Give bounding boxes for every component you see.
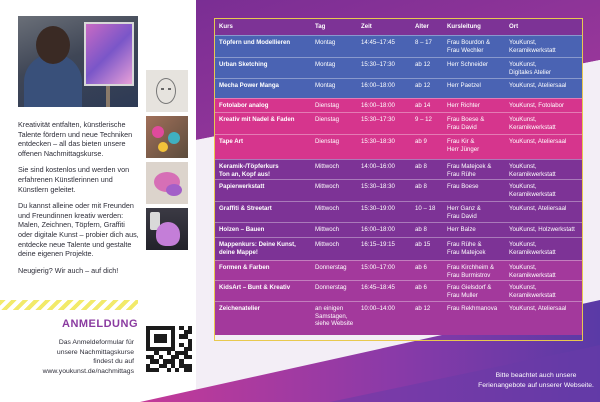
intro-paragraph-3: Du kannst alleine oder mit Freunden und Freundinnen kreativ werden: Malen, Zeichnen, Töpfern, Graffiti oder digitale Kunst – probier dich aus, entdecke neue Talente und gestalte deine eigenen Projekte. (18, 201, 139, 259)
anmeldung-title: ANMELDUNG (62, 318, 138, 330)
cell-ort: YouKunst, Keramikwerkstatt (509, 39, 556, 54)
cell-kursleitung: Herr Balze (447, 226, 476, 233)
cell-zeit: 15:30–19:00 (361, 205, 395, 212)
table-row (215, 179, 582, 201)
cell-alter: ab 8 (415, 163, 427, 170)
header-ort: Ort (509, 23, 519, 30)
cell-alter: ab 12 (415, 305, 431, 312)
header-kursleitung: Kursleitung (447, 23, 481, 30)
table-row (215, 57, 582, 78)
cell-kurs: Mappenkurs: Deine Kunst, deine Mappe! (219, 241, 296, 256)
cell-kurs: Urban Sketching (219, 61, 268, 68)
cell-zeit: 16:00–18:00 (361, 82, 395, 89)
cell-kurs: Papierwerkstatt (219, 183, 265, 190)
table-row (215, 112, 582, 134)
table-body (215, 35, 582, 335)
cell-kursleitung: Frau Gielsdorf & Frau Muller (447, 284, 492, 299)
cell-tag: Dienstag (315, 116, 340, 123)
thumb-graffiti (146, 208, 188, 250)
cell-kurs: Zeichenatelier (219, 305, 260, 312)
cell-alter: ab 9 (415, 138, 427, 145)
cell-zeit: 15:30–17:30 (361, 116, 395, 123)
intro-paragraph-4: Neugierig? Wir auch – auf dich! (18, 265, 119, 275)
cell-tag: Donnerstag (315, 264, 347, 271)
cell-ort: YouKunst, Keramikwerkstatt (509, 284, 556, 299)
canvas-shape (84, 22, 134, 86)
table-row (215, 35, 582, 57)
table-row (215, 222, 582, 237)
cell-tag: Mittwoch (315, 163, 340, 170)
cell-ort: YouKunst, Keramikwerkstatt (509, 116, 556, 131)
cell-kursleitung: Frau Bourdon & Frau Wechler (447, 39, 491, 54)
cell-kursleitung: Frau Rühe & Frau Matejcek (447, 241, 486, 256)
cell-tag: Dienstag (315, 102, 340, 109)
header-kurs: Kurs (219, 23, 233, 30)
cell-ort: YouKunst, Ateliersaal (509, 82, 567, 89)
note-line-2: Ferienangebote auf unserer Webseite. (478, 381, 594, 389)
table-row (215, 78, 582, 98)
cell-kurs: Fotolabor analog (219, 102, 269, 109)
cell-tag: Mittwoch (315, 226, 340, 233)
cell-kurs: Graffiti & Streetart (219, 205, 272, 212)
cell-kurs: Mecha Power Manga (219, 82, 279, 89)
cell-kursleitung: Frau Kirchheim & Frau Burmistrov (447, 264, 495, 279)
header-tag: Tag (315, 23, 326, 30)
anmeldung-url[interactable]: www.youkunst.de/nachmittags (42, 367, 134, 375)
cell-tag: Donnerstag (315, 284, 347, 291)
intro-text (18, 120, 140, 282)
cell-alter: ab 12 (415, 61, 431, 68)
main-photo (18, 16, 138, 107)
cell-zeit: 15:30–17:30 (361, 61, 395, 68)
cell-zeit: 10:00–14:00 (361, 305, 395, 312)
anmeldung-text (30, 338, 134, 376)
table-row (215, 201, 582, 222)
table-row (215, 237, 582, 260)
cell-kursleitung: Herr Richter (447, 102, 480, 109)
cell-kurs: Tape Art (219, 138, 244, 145)
table-row (215, 301, 582, 335)
cell-kurs: Keramik-/Töpferkurs Ton an, Kopf aus! (219, 163, 279, 178)
cell-alter: ab 14 (415, 102, 431, 109)
cell-zeit: 15:30–18:30 (361, 138, 395, 145)
cell-tag: Montag (315, 61, 336, 68)
thumb-sketch (146, 70, 188, 112)
cell-tag: Mittwoch (315, 205, 340, 212)
cell-tag: Dienstag (315, 138, 340, 145)
cell-ort: YouKunst, Fotolabor (509, 102, 564, 109)
table-header (215, 19, 582, 35)
cell-ort: YouKunst, Ateliersaal (509, 305, 567, 312)
anmeldung-line-1: Das Anmeldeformular für (58, 339, 134, 346)
table-row (215, 260, 582, 280)
intro-paragraph-2: Sie sind kostenlos und werden von erfahrenen Künstlerinnen und Künstlern geleitet. (18, 165, 130, 194)
cell-alter: 10 – 18 (415, 205, 436, 212)
table-row (215, 134, 582, 159)
cell-zeit: 16:45–18:45 (361, 284, 395, 291)
cell-ort: YouKunst, Digitales Atelier (509, 61, 551, 76)
cell-tag: an einigen Samstagen, siehe Website (315, 305, 354, 328)
cell-tag: Mittwoch (315, 183, 340, 190)
cell-alter: ab 8 (415, 226, 427, 233)
qr-code[interactable] (146, 326, 192, 372)
cell-zeit: 16:15–19:15 (361, 241, 395, 248)
anmeldung-line-3: findest du auf (93, 358, 134, 365)
cell-alter: ab 6 (415, 264, 427, 271)
cell-zeit: 16:00–18:00 (361, 226, 395, 233)
cell-kurs: KidsArt – Bunt & Kreativ (219, 284, 291, 291)
cell-ort: YouKunst, Ateliersaal (509, 138, 567, 145)
cell-kurs: Formen & Farben (219, 264, 270, 271)
cell-alter: ab 6 (415, 284, 427, 291)
cell-tag: Montag (315, 39, 336, 46)
cell-kurs: Holzen – Bauen (219, 226, 265, 233)
cell-zeit: 15:00–17:00 (361, 264, 395, 271)
cell-zeit: 14:45–17:45 (361, 39, 395, 46)
holiday-note (478, 371, 594, 390)
cell-tag: Mittwoch (315, 241, 340, 248)
anmeldung-line-2: unsere Nachmittagskurse (56, 348, 134, 356)
cell-ort: YouKunst, Holzwerkstatt (509, 226, 575, 233)
cell-kursleitung: Herr Schneider (447, 61, 488, 68)
cell-zeit: 14:00–16:00 (361, 163, 395, 170)
cell-alter: 9 – 12 (415, 116, 432, 123)
table-row (215, 159, 582, 179)
cell-kurs: Kreativ mit Nadel & Faden (219, 116, 295, 123)
table-row (215, 98, 582, 112)
cell-zeit: 15:30–18:30 (361, 183, 395, 190)
cell-kursleitung: Frau Rekhmanova (447, 305, 498, 312)
cell-ort: YouKunst, Keramikwerkstatt (509, 241, 556, 256)
header-alter: Alter (415, 23, 429, 30)
course-schedule-table (214, 18, 583, 341)
cell-alter: ab 12 (415, 82, 431, 89)
cell-kursleitung: Frau Boese & Frau David (447, 116, 485, 131)
decorative-stripe (0, 300, 138, 310)
cell-alter: ab 15 (415, 241, 431, 248)
cell-ort: YouKunst, Keramikwerkstatt (509, 264, 556, 279)
cell-kursleitung: Frau Boese (447, 183, 479, 190)
intro-paragraph-1: Kreativität entfalten, künstlerische Talente fördern und neue Techniken entdecken – all das bieten unsere offenen Nachmittagskurse. (18, 120, 133, 158)
cell-kursleitung: Frau Kir & Herr Jünger (447, 138, 480, 153)
cell-kursleitung: Frau Matejcek & Frau Rühe (447, 163, 492, 178)
header-zeit: Zeit (361, 23, 372, 30)
thumb-clay (146, 162, 188, 204)
cell-ort: YouKunst, Ateliersaal (509, 205, 567, 212)
cell-alter: ab 8 (415, 183, 427, 190)
cell-ort: YouKunst, Keramikwerkstatt (509, 183, 556, 198)
cell-kursleitung: Herr Ganz & Frau David (447, 205, 481, 220)
cell-tag: Montag (315, 82, 336, 89)
cell-kurs: Töpfern und Modellieren (219, 39, 291, 46)
cell-zeit: 16:00–18:00 (361, 102, 395, 109)
cell-ort: YouKunst, Keramikwerkstatt (509, 163, 556, 178)
cell-kursleitung: Herr Paetzel (447, 82, 481, 89)
thumb-paint (146, 116, 188, 158)
cell-alter: 8 – 17 (415, 39, 432, 46)
table-row (215, 280, 582, 301)
note-line-1: Bitte beachtet auch unsere (495, 372, 577, 379)
